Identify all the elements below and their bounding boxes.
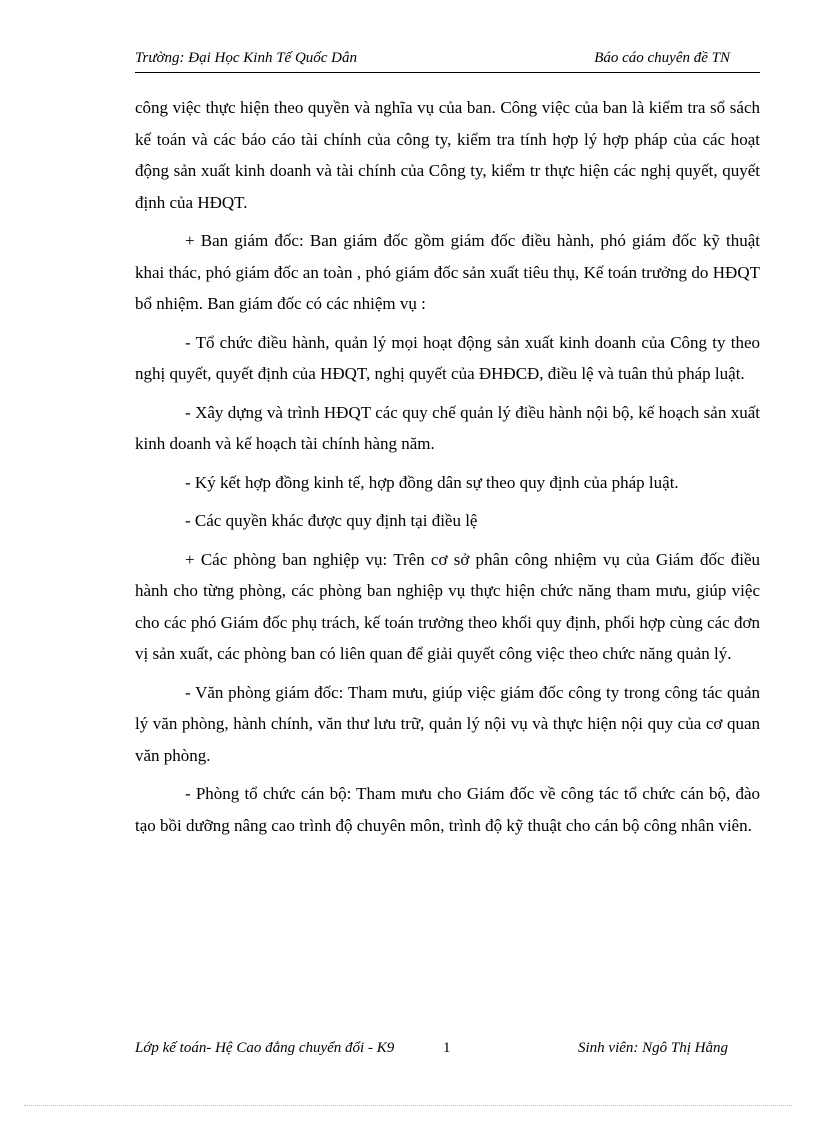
page-number: 1 xyxy=(443,1040,451,1056)
paragraph-ban-giam-doc: + Ban giám đốc: Ban giám đốc gồm giám đốc điều hành, phó giám đốc kỹ thuật khai thác, phó giám đốc an toàn , phó giám đốc sản xuất tiêu thụ, Kế toán trưởng do HĐQT bổ nhiệm. Ban giám đốc có các nhiệm vụ : xyxy=(135,231,760,313)
paragraph-phong-ban: + Các phòng ban nghiệp vụ: Trên cơ sở phân công nhiệm vụ của Giám đốc điều hành cho từng phòng, các phòng ban nghiệp vụ thực hiện chức năng tham mưu, giúp việc cho các phó Giám đốc phụ trách, kế toán trưởng theo khối quy định, phối hợp cùng các đơn vị sản xuất, các phòng ban có liên quan để giải quyết công việc theo chức năng quản lý. xyxy=(135,549,760,663)
paragraph-to-chuc-dieu-hanh: - Tổ chức điều hành, quản lý mọi hoạt động sản xuất kinh doanh của Công ty theo nghị quyết, quyết định của HĐQT, nghị quyết của ĐHĐCĐ, điều lệ và tuân thủ pháp luật. xyxy=(135,332,760,383)
page-footer xyxy=(135,1040,760,1062)
paragraph-to-chuc-can-bo: - Phòng tổ chức cán bộ: Tham mưu cho Giám đốc về công tác tổ chức cán bộ, đào tạo bồi dưỡng nâng cao trình độ chuyên môn, trình độ kỹ thuật cho cán bộ công nhân viên. xyxy=(135,784,760,835)
document-body xyxy=(135,92,760,848)
footer-class: Lớp kế toán- Hệ Cao đẳng chuyển đổi - K9 xyxy=(135,1040,395,1056)
paragraph-van-phong: - Văn phòng giám đốc: Tham mưu, giúp việc giám đốc công ty trong công tác quản lý văn phòng, hành chính, văn thư lưu trữ, quản lý nội vụ và thực hiện nội quy của cơ quan văn phòng. xyxy=(135,682,760,765)
paragraph-ky-ket: - Ký kết hợp đồng kinh tế, hợp đồng dân sự theo quy định của pháp luật. xyxy=(185,472,679,492)
paragraph-quyen-khac: - Các quyền khác được quy định tại điều lệ xyxy=(185,511,478,530)
footer-student: Sinh viên: Ngô Thị Hằng xyxy=(578,1040,728,1056)
paragraph-continuation: công việc thực hiện theo quyền và nghĩa vụ của ban. Công việc của ban là kiểm tra sổ sách kế toán và các báo cáo tài chính của công ty, kiểm tra tính hợp lý hợp pháp của các hoạt động sản xuất kinh doanh và tài chính của Công ty, kiểm tr thực hiện các nghị quyết, quyết định của HĐQT. xyxy=(135,98,760,212)
header-report-title: Báo cáo chuyên đề TN xyxy=(594,50,730,66)
paragraph-xay-dung: - Xây dựng và trình HĐQT các quy chế quản lý điều hành nội bộ, kế hoạch sản xuất kinh doanh và kế hoạch tài chính hàng năm. xyxy=(135,402,760,453)
header-school: Trường: Đại Học Kinh Tế Quốc Dân xyxy=(135,50,358,66)
page-edge-divider xyxy=(24,1105,792,1106)
page-header xyxy=(135,48,760,73)
